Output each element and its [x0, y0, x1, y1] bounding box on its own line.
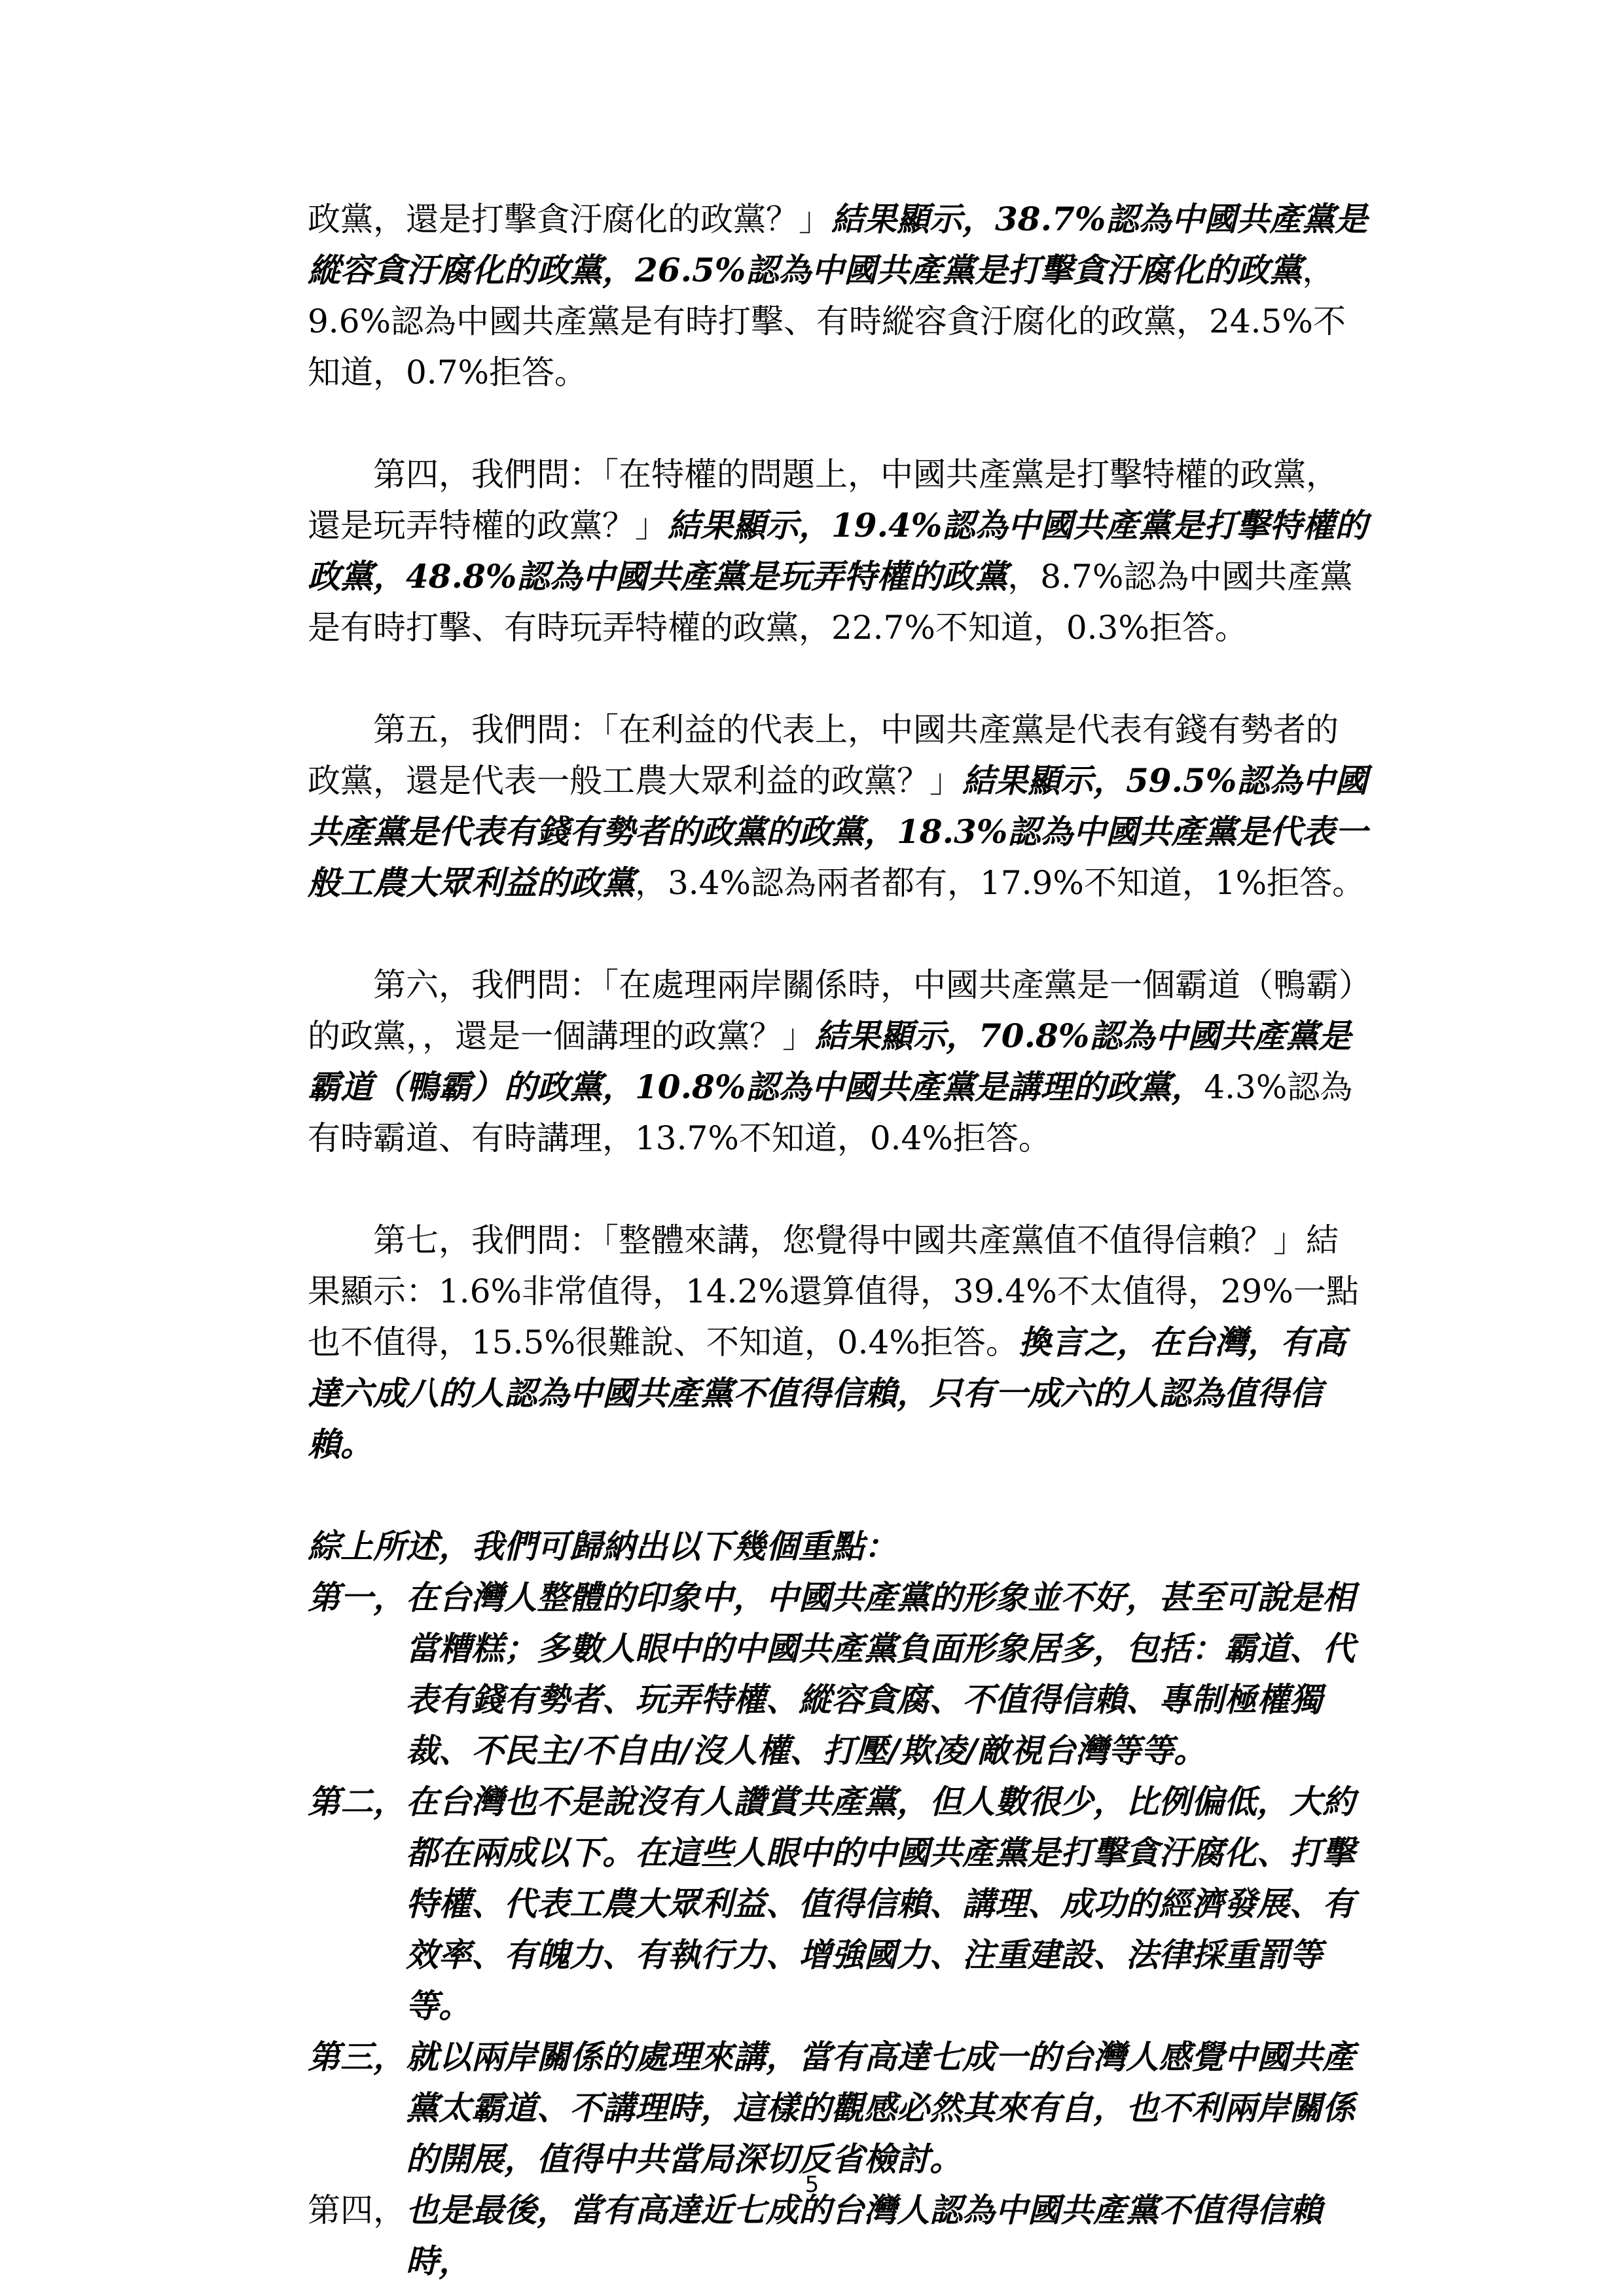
summary-item-text: 也是最後，當有高達近七成的台灣人認為中國共產黨不值得信賴時，	[406, 2191, 1322, 2280]
emphasis-result: 結果顯示，38.7%認為中國共產黨是縱容貪汙腐化的政黨，26.5%認為中國共產黨是打擊貪汙腐化的政黨	[308, 200, 1368, 289]
question-text: 第五，我們問：「在利益的代表上，中國共產黨是代表有錢有勢者的政黨，還是代表一般工農大眾利益的政黨？」	[308, 711, 1339, 800]
question-text: 政黨，還是打擊貪汙腐化的政黨？」	[308, 200, 831, 238]
emphasis-conclusion: 換言之，在台灣，有高達六成八的人認為中國共產黨不值得信賴，只有一成六的人認為值得信賴。	[308, 1323, 1346, 1463]
page-number: 5	[804, 2172, 820, 2198]
summary-item-text: 就以兩岸關係的處理來講，當有高達七成一的台灣人感覺中國共產黨太霸道、不講理時，這樣的觀感必然其來有自，也不利兩岸關係的開展，值得中共當局深切反省檢討。	[406, 2037, 1355, 2178]
summary-intro: 綜上所述，我們可歸納出以下幾個重點：	[308, 1527, 897, 1566]
summary-item	[308, 1776, 1368, 2032]
emphasis-result: 結果顯示，70.8%認為中國共產黨是霸道（鴨霸）的政黨，10.8%認為中國共產黨是講理的政黨，	[308, 1016, 1352, 1106]
question-text: 第六，我們問：「在處理兩岸關係時，中國共產黨是一個霸道（鴨霸）的政黨，，還是一個講理的政黨？」	[308, 966, 1355, 1055]
summary-item	[308, 2185, 1368, 2287]
paragraph-cross-strait	[308, 960, 1368, 1164]
summary-item-text: 在台灣人整體的印象中，中國共產黨的形象並不好，甚至可說是相當糟糕；多數人眼中的中國共產黨負面形象居多，包括：霸道、代表有錢有勢者、玩弄特權、縱容貪腐、不值得信賴、專制極權獨裁、不民主/不自由/沒人權、打壓/欺凌/敵視台灣等等。	[406, 1578, 1355, 1770]
result-rest: ，8.7%認為中國共產黨是有時打擊、有時玩弄特權的政黨，22.7%不知道，0.3%拒答。	[308, 558, 1353, 647]
paragraph-trust	[308, 1215, 1368, 1470]
summary-item	[308, 2032, 1368, 2185]
question-text: 第七，我們問：「整體來講，您覺得中國共產黨值不值得信賴？」結果顯示：1.6%非常值得，14.2%還算值得，39.4%不太值得，29%一點也不值得，15.5%很難說、不知道，0.4%拒答。	[308, 1221, 1359, 1361]
question-text: 第四，我們問：「在特權的問題上，中國共產黨是打擊特權的政黨，還是玩弄特權的政黨？」	[308, 456, 1339, 545]
summary-item	[308, 1572, 1368, 1776]
summary-item-label: 第一，	[308, 1578, 406, 1617]
paragraph-corruption	[308, 194, 1368, 398]
result-rest: ，9.6%認為中國共產黨是有時打擊、有時縱容貪汙腐化的政黨，24.5%不知道，0.7%拒答。	[308, 251, 1346, 391]
emphasis-result: 結果顯示，59.5%認為中國共產黨是代表有錢有勢者的政黨的政黨，18.3%認為中國共產黨是代表一般工農大眾利益的政黨	[308, 761, 1368, 902]
summary-item-label: 第二，	[308, 1782, 406, 1821]
body-text	[308, 194, 1368, 2287]
paragraph-privilege	[308, 449, 1368, 653]
paragraph-interests	[308, 704, 1368, 908]
summary-item-label: 第三，	[308, 2037, 406, 2076]
result-rest: 4.3%認為有時霸道、有時講理，13.7%不知道，0.4%拒答。	[308, 1068, 1353, 1157]
summary-item-text: 在台灣也不是說沒有人讚賞共產黨，但人數很少，比例偏低，大約都在兩成以下。在這些人眼中的中國共產黨是打擊貪汙腐化、打擊特權、代表工農大眾利益、值得信賴、講理、成功的經濟發展、有效率、有魄力、有執行力、增強國力、注重建設、法律採重罰等等。	[406, 1782, 1355, 2025]
emphasis-result: 結果顯示，19.4%認為中國共產黨是打擊特權的政黨，48.8%認為中國共產黨是玩弄特權的政黨	[308, 506, 1368, 596]
summary-item-label: 第四，	[308, 2191, 406, 2229]
result-rest: ，3.4%認為兩者都有，17.9%不知道，1%拒答。	[635, 864, 1365, 902]
